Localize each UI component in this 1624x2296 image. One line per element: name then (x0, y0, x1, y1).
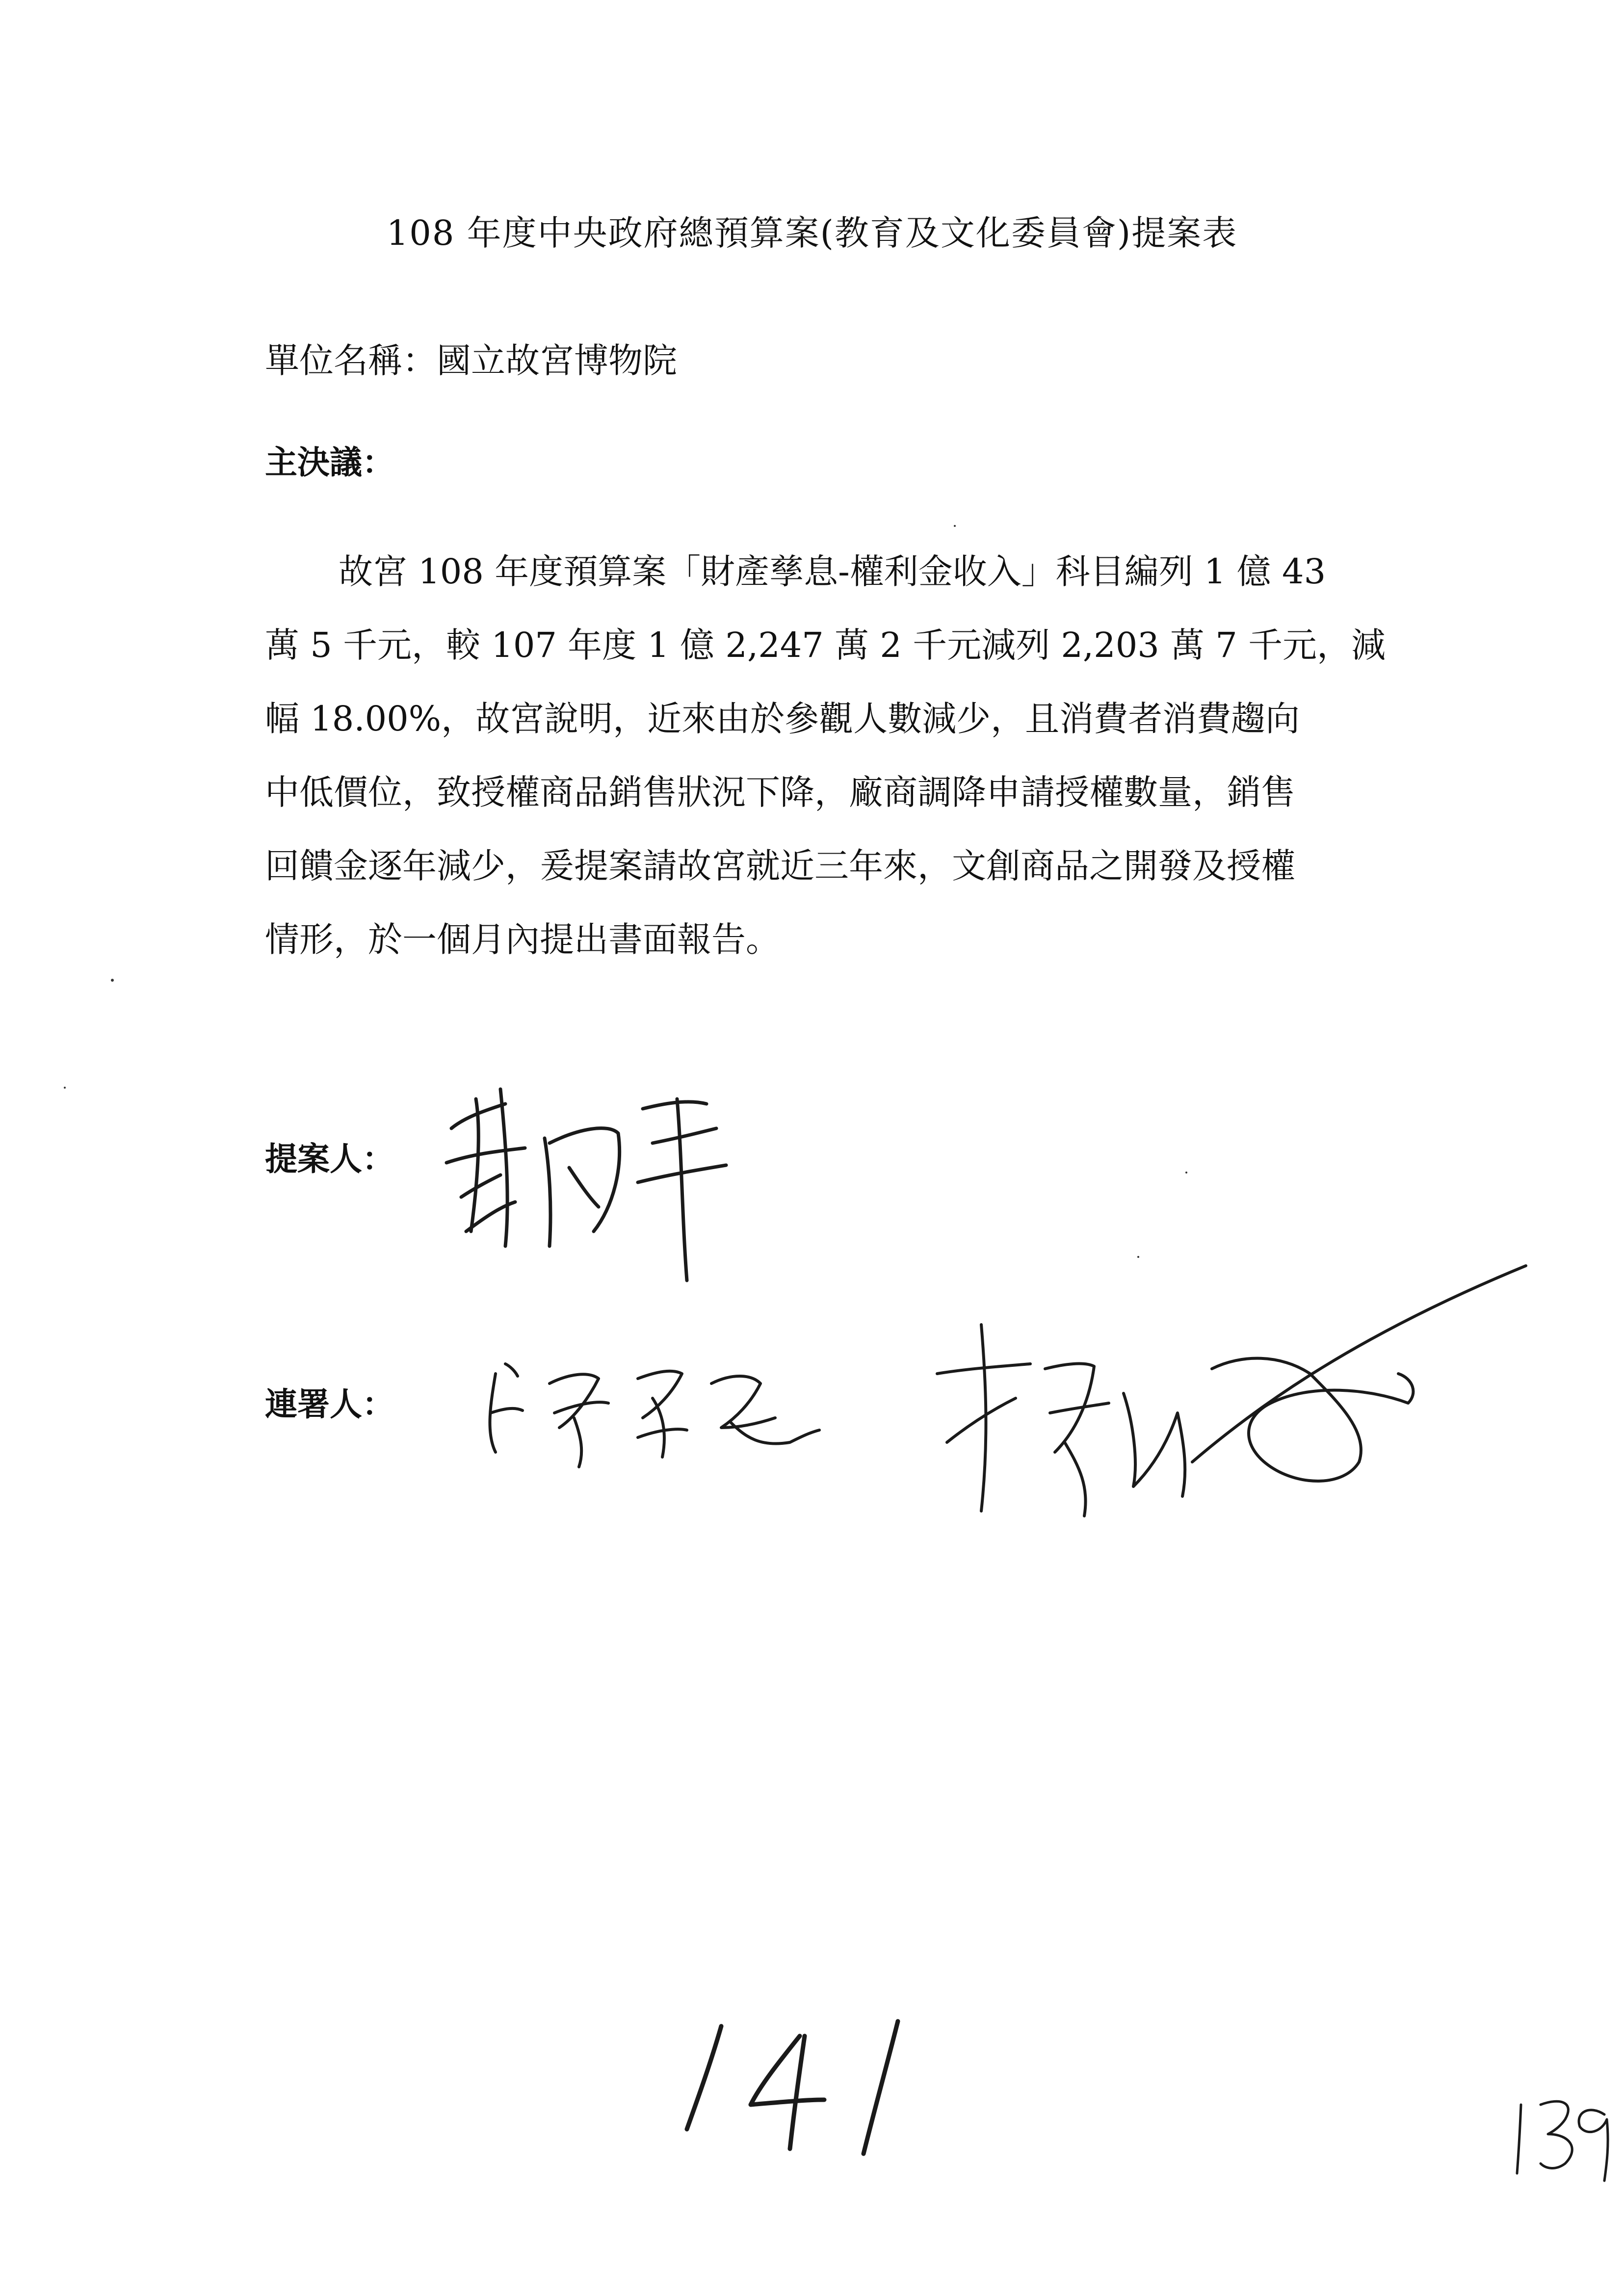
main-resolution-label: 主決議： (265, 444, 394, 481)
document-title: 108 年度中央政府總預算案(教育及文化委員會)提案表 (386, 213, 1238, 253)
handwritten-stamp-number (677, 2016, 932, 2164)
body-line: 中低價位，致授權商品銷售狀況下降，廠商調降申請授權數量，銷售 (265, 772, 1295, 812)
cosigner-label: 連署人： (265, 1385, 394, 1423)
body-line: 萬 5 千元，較 107 年度 1 億 2,247 萬 2 千元減列 2,203 萬 7 千元，減 (265, 625, 1386, 665)
scan-speck (1185, 1172, 1187, 1174)
cosigner-signature (476, 1344, 829, 1472)
scan-speck (954, 525, 956, 527)
proposer-signature (432, 1070, 736, 1285)
scan-speck (1137, 1256, 1139, 1258)
handwritten-page-number (1506, 2085, 1619, 2183)
body-line: 故宮 108 年度預算案「財產孳息-權利金收入」科目編列 1 億 43 (339, 551, 1326, 592)
scan-speck (64, 1087, 66, 1089)
scan-speck (111, 979, 114, 982)
body-line: 回饋金逐年減少，爰提案請故宮就近三年來，文創商品之開發及授權 (265, 846, 1295, 886)
body-line: 幅 18.00%，故宮說明，近來由於參觀人數減少，且消費者消費趨向 (265, 699, 1300, 739)
proposer-label: 提案人： (265, 1140, 394, 1178)
cosigner-signature (917, 1256, 1536, 1599)
body-line: 情形，於一個月內提出書面報告。 (265, 919, 780, 960)
unit-name-line: 單位名稱：國立故宮博物院 (265, 340, 677, 381)
